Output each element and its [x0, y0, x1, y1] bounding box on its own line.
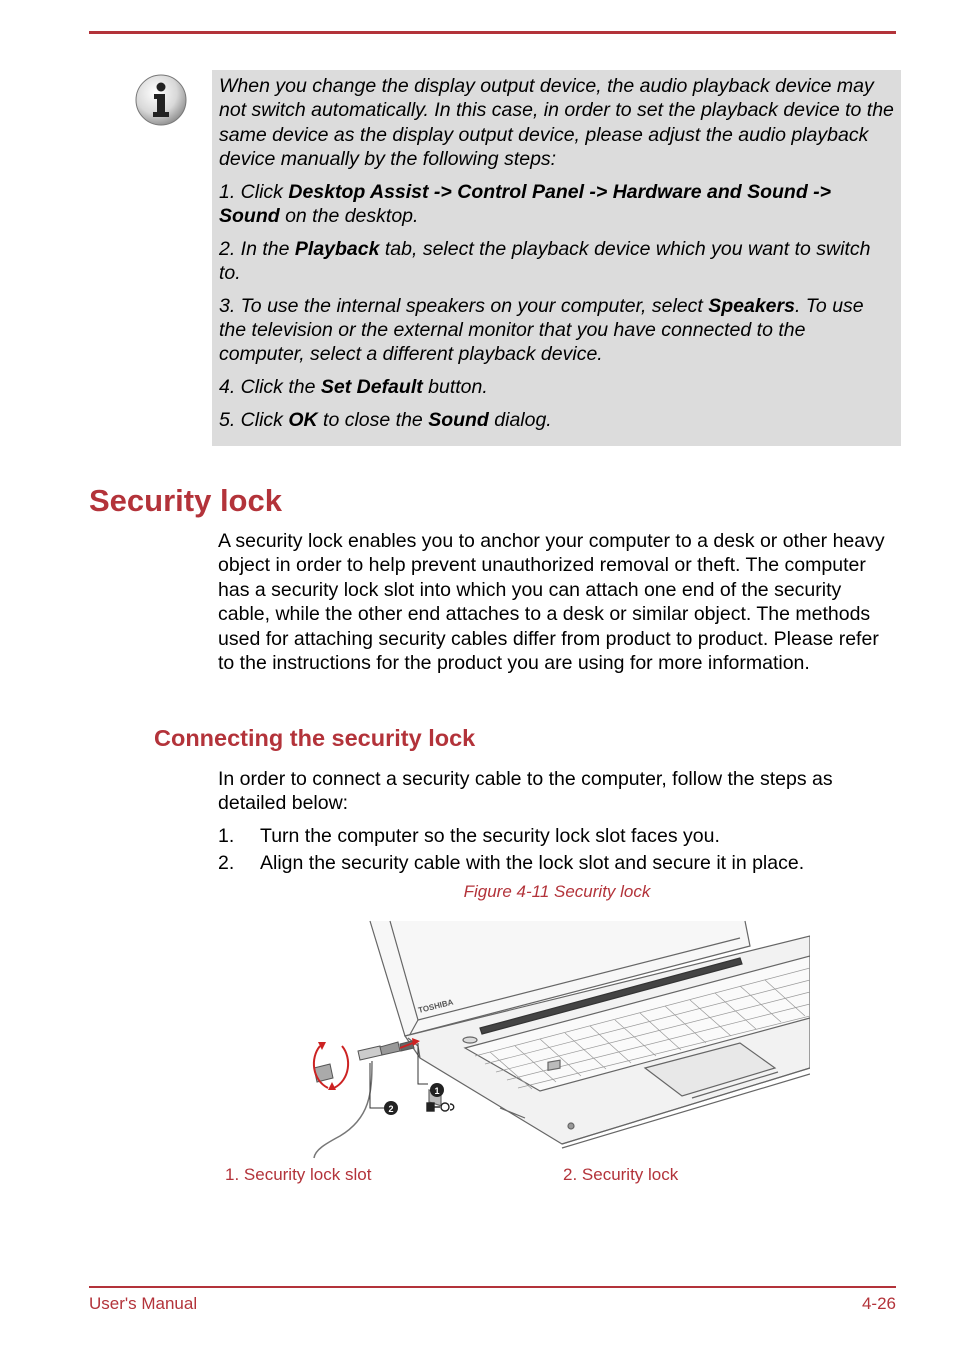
subsection-intro: In order to connect a security cable to the computer, follow the steps as detailed below:	[218, 768, 833, 815]
note-paragraph: When you change the display output device, the audio playback device may not switch automatically. In this case, in order to set the playback device to the same device as the display output device, please adjust the audio playback device manually by the following steps:	[219, 75, 894, 170]
header-rule	[89, 31, 896, 34]
legend-security-lock: 2. Security lock	[563, 1165, 679, 1184]
note-step-2: 2. In the Playback tab, select the playback device which you want to switch to.	[219, 237, 871, 285]
note-step-3: 3. To use the internal speakers on your computer, select Speakers. To use the television or the external monitor that you have connected to the computer, select a different playback device.	[219, 294, 864, 366]
figure-caption: Figure 4-11 Security lock	[463, 882, 651, 901]
brand-logo: TOSHIBA	[417, 997, 455, 1015]
footer-rule	[89, 1286, 896, 1288]
list-item: 1. Turn the computer so the security lock slot faces you.	[218, 825, 720, 847]
callout-2: 2	[388, 1104, 394, 1114]
note-step-1: 1. Click Desktop Assist -> Control Panel -> Hardware and Sound -> Sound on the desktop.	[219, 180, 832, 227]
steps-list	[218, 823, 896, 877]
note-step-4: 4. Click the Set Default button.	[219, 376, 488, 399]
callout-1: 1	[434, 1086, 440, 1096]
footer-manual-title: User's Manual	[89, 1294, 198, 1313]
list-item: 2. Align the security cable with the lock slot and secure it in place.	[218, 852, 805, 874]
section-title: Security lock	[89, 483, 282, 518]
legend-security-lock-slot: 1. Security lock slot	[225, 1165, 372, 1184]
laptop-security-lock-illustration	[300, 918, 810, 1160]
section-intro: A security lock enables you to anchor your computer to a desk or other heavy object in order to help prevent unauthorized removal or theft. The computer has a security lock slot into which you can attach one end of the security cable, while the other end attaches to a desk or similar object. The methods used for attaching security cables differ from product to product. Please refer to the instructions for the product you are using for more information.	[218, 530, 885, 675]
note-step-5: 5. Click OK to close the Sound dialog.	[219, 409, 552, 432]
page-number: 4-26	[861, 1294, 896, 1313]
subsection-title: Connecting the security lock	[154, 725, 476, 751]
info-icon	[134, 73, 188, 127]
note-box	[212, 70, 901, 446]
